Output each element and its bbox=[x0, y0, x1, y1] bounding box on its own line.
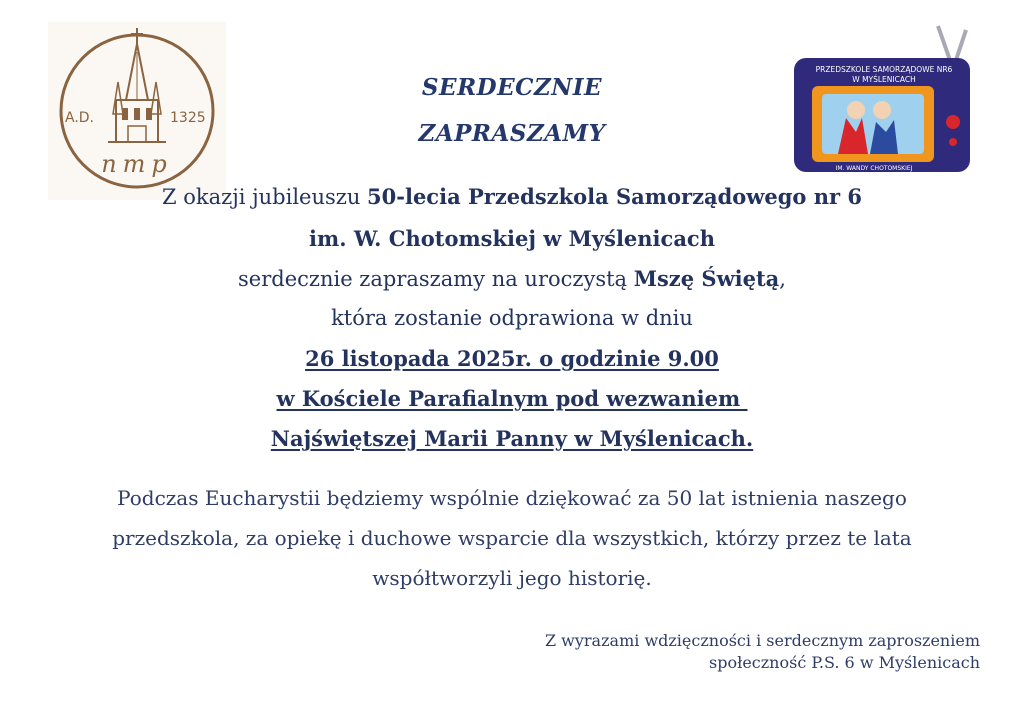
parish-logo-left-text: A.D. bbox=[65, 110, 95, 126]
signature bbox=[545, 630, 980, 674]
paragraph-line3: współtworzyli jego historię. bbox=[372, 566, 652, 590]
parish-logo bbox=[48, 22, 226, 200]
invitation-church-line2 bbox=[0, 426, 1024, 451]
paragraph-line2: przedszkola, za opiekę i duchowe wsparcie dla wszystkich, którzy przez te lata bbox=[112, 526, 912, 550]
invitation-line1-pre: Z okazji jubileuszu bbox=[162, 185, 368, 209]
invitation-line4: która zostanie odprawiona w dniu bbox=[331, 306, 693, 330]
heading-line1: SERDECZNIE bbox=[421, 74, 603, 101]
invitation-line3-post: , bbox=[779, 267, 786, 291]
school-logo-line1: PRZEDSZKOLE SAMORZĄDOWE NR6 bbox=[815, 65, 953, 74]
school-logo-line3: IM. WANDY CHOTOMSKIEJ bbox=[835, 165, 913, 172]
invitation-church-text1: w Kościele Parafialnym pod wezwaniem bbox=[276, 386, 748, 411]
signature-line2: społeczność P.S. 6 w Myślenicach bbox=[709, 653, 980, 672]
invitation-line3-pre: serdecznie zapraszamy na uroczystą bbox=[238, 267, 634, 291]
parish-logo-right-text: 1325 bbox=[170, 110, 206, 126]
invitation-line2: im. W. Chotomskiej w Myślenicach bbox=[309, 226, 715, 251]
school-logo-line2: W MYŚLENICACH bbox=[852, 75, 916, 84]
invitation-date-line bbox=[0, 346, 1024, 371]
heading-line2: ZAPRASZAMY bbox=[418, 120, 606, 147]
invitation-date-text: 26 listopada 2025r. o godzinie 9.00 bbox=[305, 346, 719, 371]
invitation-line1-bold: 50-lecia Przedszkola Samorządowego nr 6 bbox=[367, 184, 862, 209]
body-paragraph bbox=[0, 478, 1024, 598]
invitation-church-line1 bbox=[0, 386, 1024, 411]
invitation-line3-bold: Mszę Świętą bbox=[633, 266, 780, 291]
paragraph-line1: Podczas Eucharystii będziemy wspólnie dziękować za 50 lat istnienia naszego bbox=[117, 486, 907, 510]
parish-logo-bottom-text: nmp bbox=[101, 150, 173, 178]
invitation-line3 bbox=[0, 266, 1024, 291]
invitation-line1 bbox=[0, 184, 1024, 209]
church-icon bbox=[48, 22, 226, 200]
invitation-church-text2: Najświętszej Marii Panny w Myślenicach. bbox=[270, 426, 754, 451]
signature-line1: Z wyrazami wdzięczności i serdecznym zaproszeniem bbox=[544, 631, 980, 650]
